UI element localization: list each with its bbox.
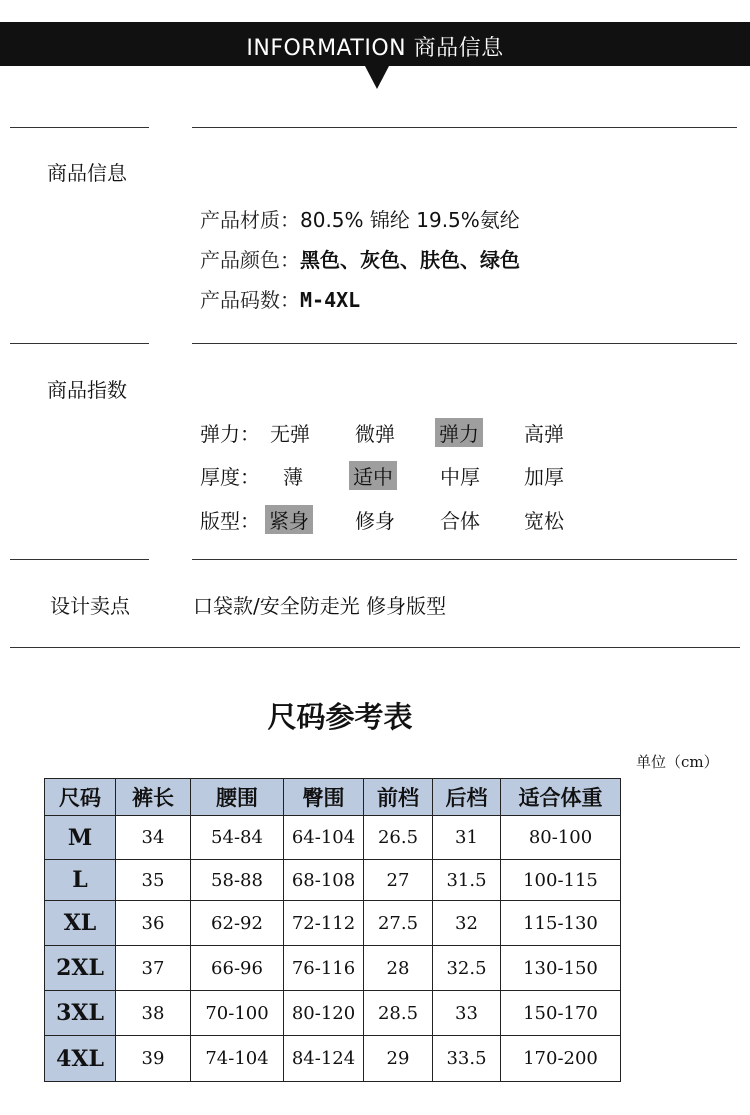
size-range-value: M-4XL	[300, 288, 361, 312]
size-chart-title: 尺码参考表	[267, 700, 413, 734]
table-header-row	[45, 779, 621, 816]
table-cell: 170-200	[501, 1036, 621, 1082]
header-size: 尺码	[45, 779, 116, 816]
option-thickness-medium-selected: 适中	[349, 461, 397, 490]
table-cell: 27.5	[364, 901, 433, 946]
table-row	[45, 1036, 621, 1082]
divider	[192, 343, 737, 344]
divider	[10, 343, 149, 344]
table-cell-size: L	[45, 860, 116, 901]
table-cell: 70-100	[191, 991, 284, 1036]
table-cell: 28.5	[364, 991, 433, 1036]
banner-arrow-icon	[365, 66, 389, 89]
table-cell: 150-170	[501, 991, 621, 1036]
table-cell: 26.5	[364, 816, 433, 860]
header-hip: 臀围	[284, 779, 364, 816]
fit-key: 版型：	[200, 509, 260, 533]
header-banner	[0, 22, 750, 66]
option-fit-regular: 合体	[440, 509, 480, 533]
table-cell: 31.5	[433, 860, 501, 901]
table-cell: 32	[433, 901, 501, 946]
table-cell: 80-100	[501, 816, 621, 860]
header-weight: 适合体重	[501, 779, 621, 816]
table-cell-size: 2XL	[45, 946, 116, 991]
table-cell: 28	[364, 946, 433, 991]
table-cell: 36	[116, 901, 191, 946]
table-cell: 29	[364, 1036, 433, 1082]
elasticity-key: 弹力：	[200, 422, 260, 446]
table-cell-size: M	[45, 816, 116, 860]
table-cell-size: 4XL	[45, 1036, 116, 1082]
color-value: 黑色、灰色、肤色、绿色	[300, 248, 520, 272]
table-cell: 72-112	[284, 901, 364, 946]
table-cell: 100-115	[501, 860, 621, 901]
divider	[10, 127, 149, 128]
table-cell: 33	[433, 991, 501, 1036]
option-thickness-thick: 加厚	[524, 465, 564, 489]
divider	[10, 647, 740, 648]
table-row	[45, 946, 621, 991]
option-elasticity-slight: 微弹	[355, 422, 395, 446]
header-length: 裤长	[116, 779, 191, 816]
table-cell: 34	[116, 816, 191, 860]
banner-title: INFORMATION 商品信息	[246, 36, 504, 61]
table-cell: 27	[364, 860, 433, 901]
table-cell: 38	[116, 991, 191, 1036]
table-cell: 35	[116, 860, 191, 901]
info-section-label: 商品信息	[47, 161, 127, 185]
table-cell: 74-104	[191, 1036, 284, 1082]
design-section-label: 设计卖点	[50, 594, 130, 618]
color-key: 产品颜色：	[200, 248, 300, 272]
table-cell: 54-84	[191, 816, 284, 860]
table-cell: 84-124	[284, 1036, 364, 1082]
size-table	[44, 778, 621, 1082]
table-cell: 37	[116, 946, 191, 991]
table-cell: 66-96	[191, 946, 284, 991]
option-fit-loose: 宽松	[524, 509, 564, 533]
table-cell-size: XL	[45, 901, 116, 946]
table-cell: 32.5	[433, 946, 501, 991]
table-cell: 64-104	[284, 816, 364, 860]
divider	[192, 559, 737, 560]
header-front-rise: 前档	[364, 779, 433, 816]
table-cell: 80-120	[284, 991, 364, 1036]
index-section-label: 商品指数	[47, 378, 127, 402]
table-cell: 68-108	[284, 860, 364, 901]
table-cell: 115-130	[501, 901, 621, 946]
header-back-rise: 后档	[433, 779, 501, 816]
table-cell: 33.5	[433, 1036, 501, 1082]
option-elasticity-elastic-selected: 弹力	[435, 418, 483, 447]
table-cell: 130-150	[501, 946, 621, 991]
table-cell: 31	[433, 816, 501, 860]
table-cell: 62-92	[191, 901, 284, 946]
design-value: 口袋款/安全防走光 修身版型	[193, 594, 447, 618]
divider	[10, 559, 149, 560]
table-row	[45, 816, 621, 860]
table-row	[45, 860, 621, 901]
table-cell: 76-116	[284, 946, 364, 991]
table-cell: 39	[116, 1036, 191, 1082]
thickness-key: 厚度：	[200, 465, 260, 489]
option-fit-tight-selected: 紧身	[265, 505, 313, 534]
table-row	[45, 991, 621, 1036]
size-range-key: 产品码数：	[200, 288, 300, 312]
option-fit-slim: 修身	[355, 509, 395, 533]
table-cell-size: 3XL	[45, 991, 116, 1036]
material-line	[200, 204, 520, 233]
size-chart-unit: 单位（cm）	[636, 753, 719, 771]
material-key: 产品材质：	[200, 208, 300, 232]
material-value: 80.5% 锦纶 19.5%氨纶	[300, 208, 520, 232]
option-thickness-thin: 薄	[283, 465, 303, 489]
table-row	[45, 901, 621, 946]
table-cell: 58-88	[191, 860, 284, 901]
option-thickness-medium-thick: 中厚	[440, 465, 480, 489]
header-waist: 腰围	[191, 779, 284, 816]
divider	[192, 127, 737, 128]
color-line	[200, 244, 520, 273]
size-range-line	[200, 284, 360, 313]
option-elasticity-high: 高弹	[524, 422, 564, 446]
option-elasticity-none: 无弹	[270, 422, 310, 446]
